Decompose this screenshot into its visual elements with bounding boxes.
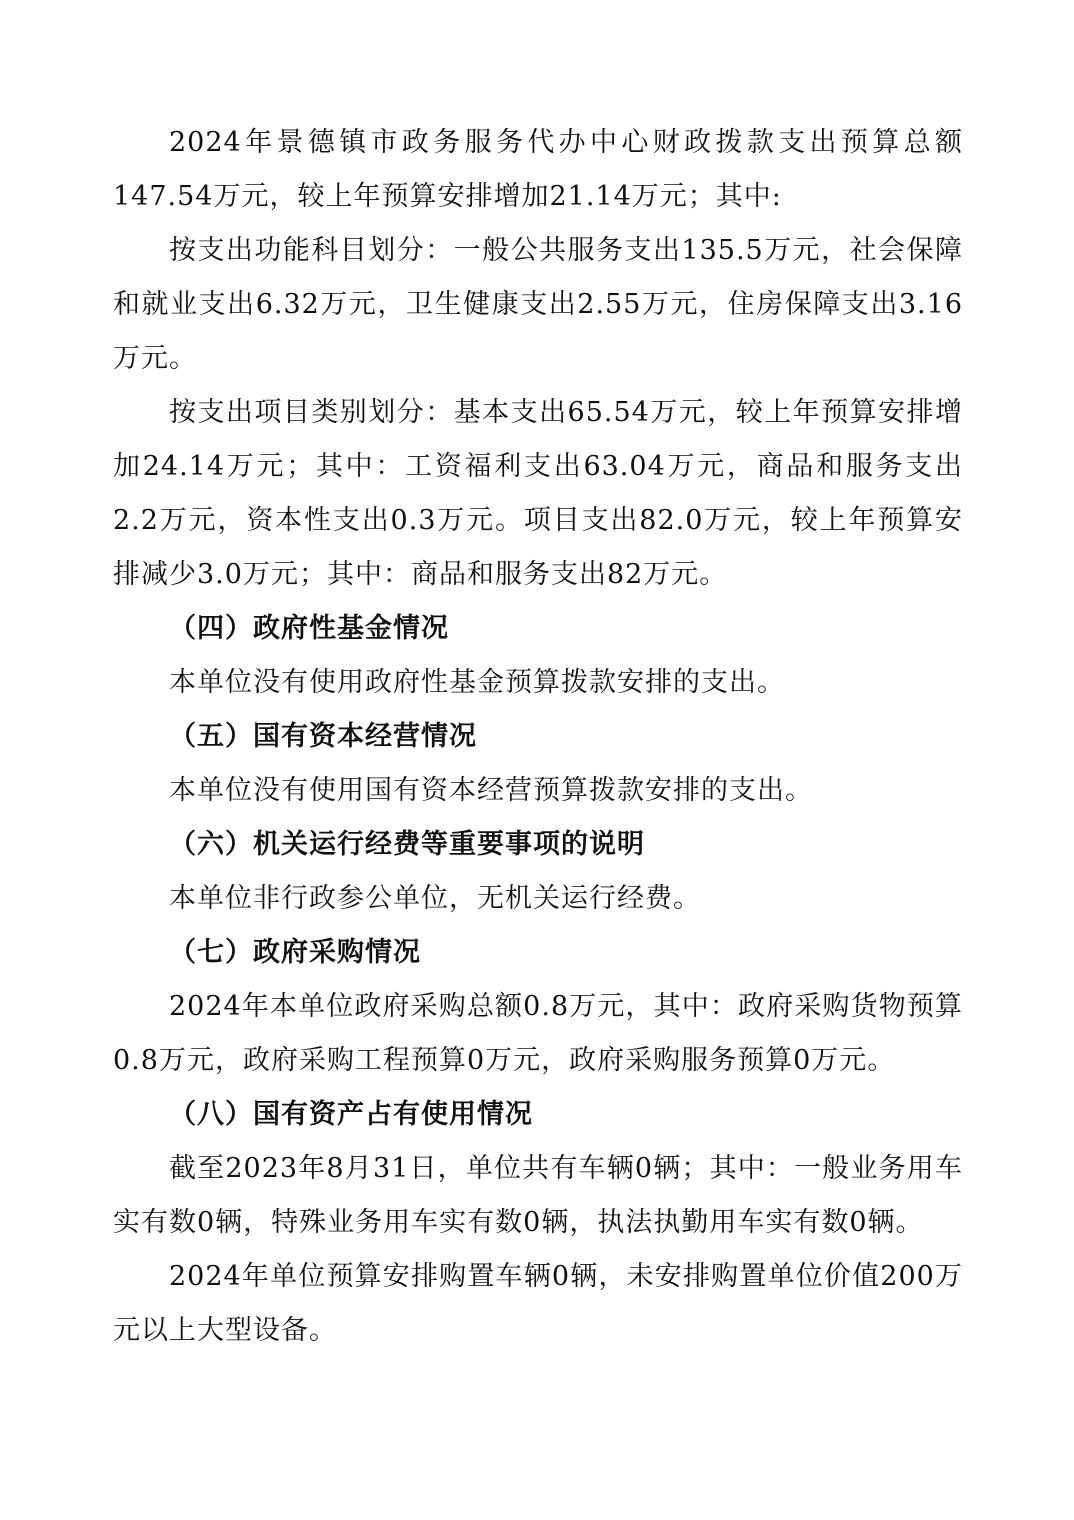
heading-state-capital: （五）国有资本经营情况 (169, 721, 477, 752)
paragraph-budget-total: 2024年景德镇市政务服务代办中心财政拨款支出预算总额147.54万元，较上年预算安排增加21.14万元；其中: (113, 127, 963, 212)
paragraph-government-fund: 本单位没有使用政府性基金预算拨款安排的支出。 (169, 667, 785, 698)
heading-state-assets: （八）国有资产占有使用情况 (169, 1099, 533, 1130)
heading-procurement: （七）政府采购情况 (169, 937, 421, 968)
paragraph-state-capital: 本单位没有使用国有资本经营预算拨款安排的支出。 (169, 775, 813, 806)
paragraph-procurement: 2024年本单位政府采购总额0.8万元，其中：政府采购货物预算0.8万元，政府采购工程预算0万元，政府采购服务预算0万元。 (113, 991, 963, 1076)
heading-government-fund: （四）政府性基金情况 (169, 613, 449, 644)
paragraph-operating-expenses: 本单位非行政参公单位，无机关运行经费。 (169, 883, 701, 914)
paragraph-vehicle-purchase: 2024年单位预算安排购置车辆0辆，未安排购置单位价值200万元以上大型设备。 (113, 1261, 963, 1346)
heading-operating-expenses: （六）机关运行经费等重要事项的说明 (169, 829, 645, 860)
document-page (113, 116, 963, 1358)
paragraph-vehicles: 截至2023年8月31日，单位共有车辆0辆；其中：一般业务用车实有数0辆，特殊业务用车实有数0辆，执法执勤用车实有数0辆。 (113, 1153, 963, 1238)
paragraph-functional-classification: 按支出功能科目划分：一般公共服务支出135.5万元，社会保障和就业支出6.32万元，卫生健康支出2.55万元，住房保障支出3.16万元。 (113, 235, 963, 374)
paragraph-project-classification: 按支出项目类别划分：基本支出65.54万元，较上年预算安排增加24.14万元；其中：工资福利支出63.04万元，商品和服务支出2.2万元，资本性支出0.3万元。项目支出82.0万元，较上年预算安排减少3.0万元；其中：商品和服务支出82万元。 (113, 397, 963, 590)
